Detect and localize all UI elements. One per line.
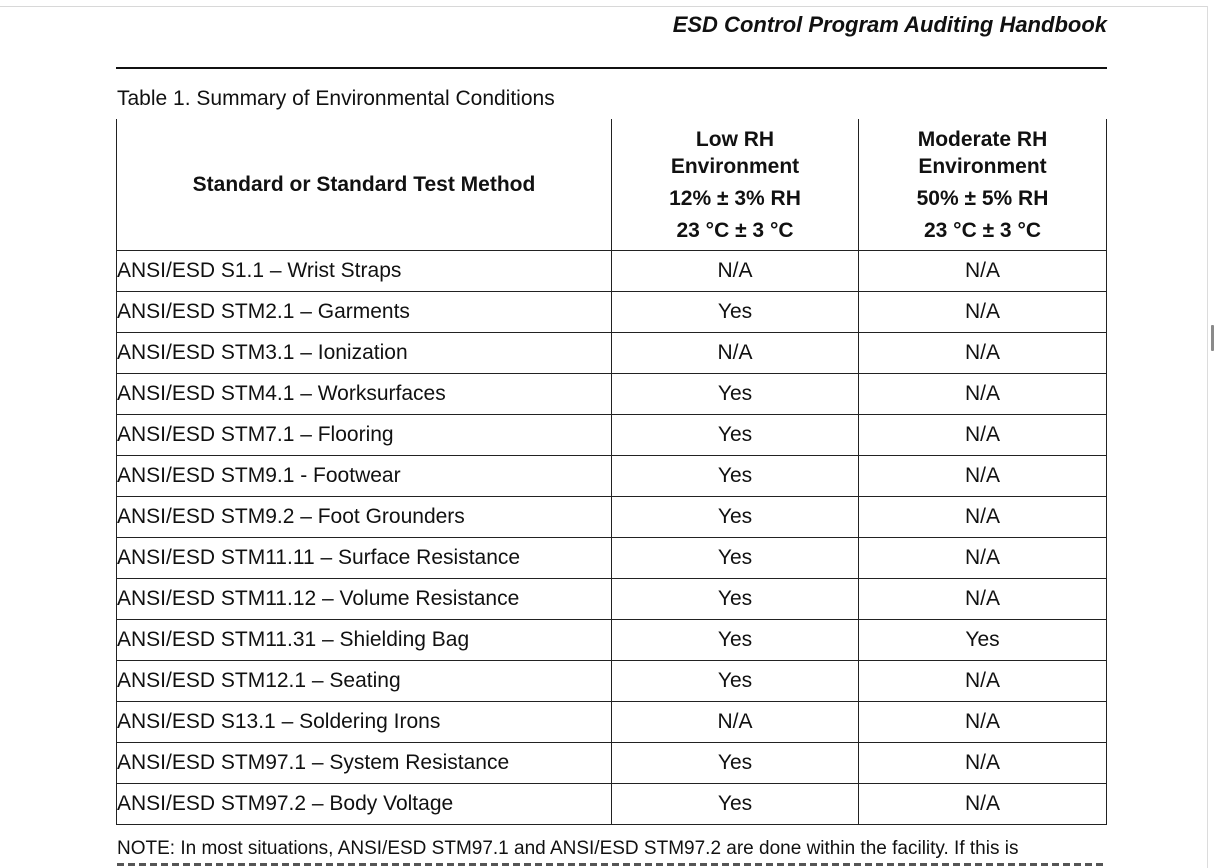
low-rh-cell: Yes: [612, 374, 859, 415]
table-row: [117, 374, 1107, 415]
table-row: [117, 702, 1107, 743]
table-row: [117, 456, 1107, 497]
moderate-rh-cell: N/A: [859, 374, 1107, 415]
moderate-rh-cell: N/A: [859, 251, 1107, 292]
moderate-rh-cell: N/A: [859, 538, 1107, 579]
moderate-rh-subtitle: Environment: [918, 154, 1047, 178]
moderate-rh-temperature: 23 °C ± 3 °C: [923, 218, 1042, 242]
low-rh-cell: Yes: [612, 661, 859, 702]
table-row: [117, 333, 1107, 374]
moderate-rh-title: Moderate RH: [917, 127, 1048, 151]
standard-cell: ANSI/ESD STM97.1 – System Resistance: [117, 743, 612, 784]
standard-cell: ANSI/ESD STM11.11 – Surface Resistance: [117, 538, 612, 579]
moderate-rh-cell: N/A: [859, 292, 1107, 333]
standard-cell: ANSI/ESD STM11.12 – Volume Resistance: [117, 579, 612, 620]
moderate-rh-cell: N/A: [859, 333, 1107, 374]
column-header-low-rh: [612, 119, 859, 251]
table-row: [117, 784, 1107, 825]
standard-cell: ANSI/ESD STM97.2 – Body Voltage: [117, 784, 612, 825]
column-header-standard-label: Standard or Standard Test Method: [192, 173, 536, 196]
low-rh-cell: N/A: [612, 251, 859, 292]
standard-cell: ANSI/ESD STM9.1 - Footwear: [117, 456, 612, 497]
low-rh-cell: Yes: [612, 538, 859, 579]
viewer-top-border: [0, 6, 1208, 7]
table-row: [117, 415, 1107, 456]
column-header-moderate-rh: [859, 119, 1107, 251]
environmental-conditions-table: [116, 119, 1107, 825]
moderate-rh-cell: N/A: [859, 456, 1107, 497]
low-rh-title: Low RH: [695, 127, 775, 151]
column-header-standard: [117, 119, 612, 251]
low-rh-subtitle: Environment: [670, 154, 800, 178]
low-rh-humidity: 12% ± 3% RH: [669, 186, 801, 210]
standard-cell: ANSI/ESD S13.1 – Soldering Irons: [117, 702, 612, 743]
table-header-row: [117, 119, 1107, 251]
low-rh-cell: N/A: [612, 333, 859, 374]
moderate-rh-cell: N/A: [859, 579, 1107, 620]
page-right-edge: [1207, 6, 1208, 868]
table-note: NOTE: In most situations, ANSI/ESD STM97.1 and ANSI/ESD STM97.2 are done within the facility. If this is: [117, 838, 1019, 859]
moderate-rh-cell: N/A: [859, 497, 1107, 538]
low-rh-cell: Yes: [612, 497, 859, 538]
table-row: [117, 743, 1107, 784]
table-row: [117, 497, 1107, 538]
table-row: [117, 661, 1107, 702]
table-row: [117, 579, 1107, 620]
low-rh-temperature: 23 °C ± 3 °C: [676, 218, 794, 242]
standard-cell: ANSI/ESD STM2.1 – Garments: [117, 292, 612, 333]
standard-cell: ANSI/ESD STM4.1 – Worksurfaces: [117, 374, 612, 415]
moderate-rh-humidity: 50% ± 5% RH: [916, 186, 1049, 210]
standard-cell: ANSI/ESD STM12.1 – Seating: [117, 661, 612, 702]
low-rh-cell: Yes: [612, 743, 859, 784]
low-rh-cell: Yes: [612, 579, 859, 620]
standard-cell: ANSI/ESD STM11.31 – Shielding Bag: [117, 620, 612, 661]
low-rh-cell: Yes: [612, 292, 859, 333]
table-row: [117, 620, 1107, 661]
low-rh-cell: Yes: [612, 456, 859, 497]
moderate-rh-cell: Yes: [859, 620, 1107, 661]
standard-cell: ANSI/ESD STM3.1 – Ionization: [117, 333, 612, 374]
low-rh-cell: Yes: [612, 784, 859, 825]
table-row: [117, 292, 1107, 333]
standard-cell: ANSI/ESD STM9.2 – Foot Grounders: [117, 497, 612, 538]
low-rh-cell: Yes: [612, 620, 859, 661]
low-rh-cell: N/A: [612, 702, 859, 743]
table-row: [117, 538, 1107, 579]
standard-cell: ANSI/ESD S1.1 – Wrist Straps: [117, 251, 612, 292]
moderate-rh-cell: N/A: [859, 743, 1107, 784]
moderate-rh-cell: N/A: [859, 661, 1107, 702]
moderate-rh-cell: N/A: [859, 784, 1107, 825]
table-caption: Table 1. Summary of Environmental Conditions: [117, 87, 555, 110]
standard-cell: ANSI/ESD STM7.1 – Flooring: [117, 415, 612, 456]
running-header-title: ESD Control Program Auditing Handbook: [672, 12, 1107, 37]
scrollbar-thumb[interactable]: [1211, 325, 1214, 351]
moderate-rh-cell: N/A: [859, 702, 1107, 743]
table-row: [117, 251, 1107, 292]
header-rule: [116, 67, 1107, 69]
moderate-rh-cell: N/A: [859, 415, 1107, 456]
clipped-next-line: [117, 862, 1108, 868]
low-rh-cell: Yes: [612, 415, 859, 456]
